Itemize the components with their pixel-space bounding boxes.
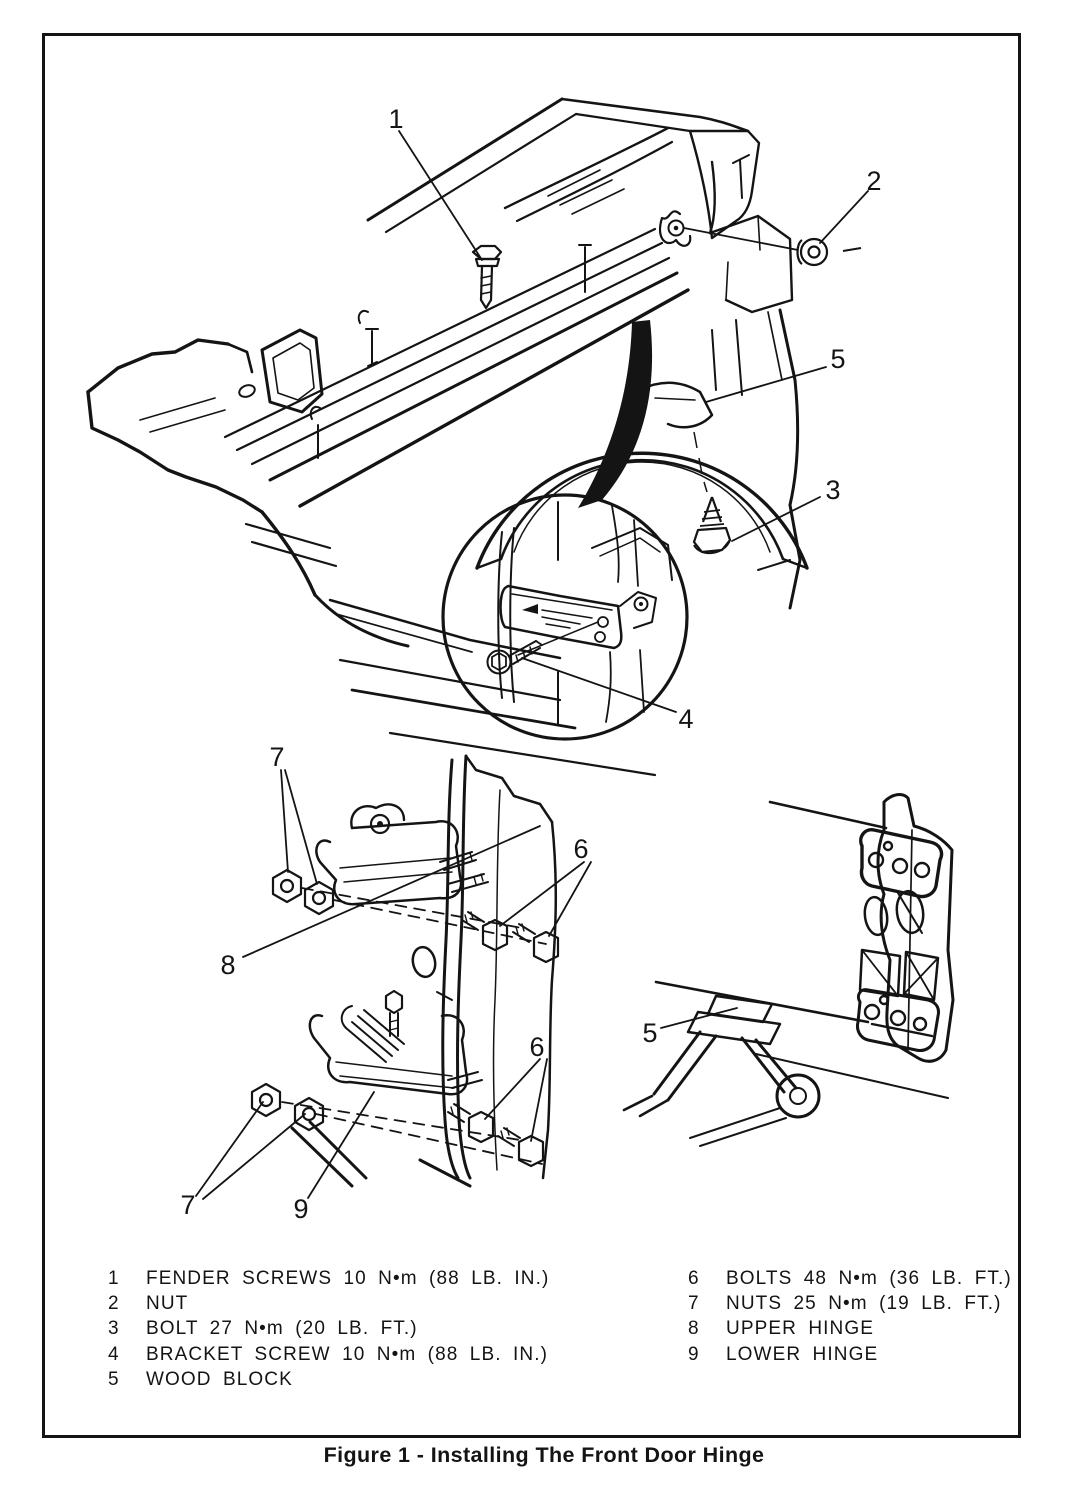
leader-2: [684, 191, 868, 250]
hinge-assembly: [252, 756, 558, 1186]
callout-5-bottom: 5: [642, 1018, 658, 1048]
legend-item-3: [108, 1316, 549, 1341]
callout-4: 4: [678, 704, 694, 734]
legend-text: FENDER SCREWS 10 N•m (88 LB. IN.): [146, 1268, 550, 1289]
legend-num: 7: [688, 1293, 700, 1315]
fender-assembly: [88, 99, 807, 775]
leader-1: [399, 131, 482, 260]
legend-item-9: [688, 1342, 1012, 1367]
callout-6-upper: 6: [573, 834, 589, 864]
figure-caption: Figure 1 - Installing The Front Door Hinge: [323, 1443, 765, 1467]
lower-hinge: [310, 991, 482, 1094]
legend-item-5: [108, 1367, 549, 1392]
legend-text: UPPER HINGE: [726, 1318, 875, 1340]
leader-4: [522, 658, 676, 712]
callout-9: 9: [293, 1194, 309, 1224]
callout-1: 1: [388, 104, 404, 134]
legend-num: 9: [688, 1343, 700, 1365]
legend-left-column: [108, 1266, 549, 1392]
leader-7-lower: [196, 1102, 305, 1199]
leader-3: [732, 497, 820, 541]
legend-num: 8: [688, 1318, 700, 1340]
legend-item-1: [108, 1266, 549, 1291]
legend-item-8: [688, 1316, 1012, 1341]
legend-text: BOLT 27 N•m (20 LB. FT.): [146, 1318, 418, 1340]
legend-num: 4: [108, 1343, 120, 1365]
leader-7-upper: [281, 770, 317, 884]
legend-item-6: [688, 1266, 1012, 1291]
callout-7-lower: 7: [180, 1190, 196, 1220]
legend-num: 3: [108, 1318, 120, 1340]
legend-item-2: [108, 1291, 549, 1316]
callout-5-top: 5: [830, 344, 846, 374]
legend-text: NUT: [146, 1293, 189, 1315]
legend-text: BRACKET SCREW 10 N•m (88 LB. IN.): [146, 1343, 549, 1365]
legend-right-column: [688, 1266, 1012, 1367]
legend-num: 6: [688, 1268, 700, 1289]
callout-6-lower: 6: [529, 1032, 545, 1062]
leader-9: [308, 1092, 374, 1198]
callout-labels: [180, 104, 881, 1224]
pillar-support: [624, 795, 953, 1146]
callout-2: 2: [866, 166, 882, 196]
legend-text: WOOD BLOCK: [146, 1368, 293, 1390]
detail-pointer-wedge: [578, 320, 652, 508]
nut-2: [798, 239, 862, 265]
leader-6-upper: [500, 862, 591, 936]
legend-item-4: [108, 1342, 549, 1367]
legend-num: 5: [108, 1368, 120, 1390]
legend-text: NUTS 25 N•m (19 LB. FT.): [726, 1293, 1002, 1315]
callout-7-upper: 7: [269, 742, 285, 772]
callout-8: 8: [220, 950, 236, 980]
legend-num: 1: [108, 1268, 120, 1289]
callout-3: 3: [825, 475, 841, 505]
legend-item-7: [688, 1291, 1012, 1316]
legend-num: 2: [108, 1293, 120, 1315]
legend-text: LOWER HINGE: [726, 1343, 879, 1365]
leader-5-top: [706, 367, 826, 402]
legend-text: BOLTS 48 N•m (36 LB. FT.): [726, 1268, 1012, 1289]
bolt-3: [694, 432, 730, 553]
fender-screw-bolt: [473, 246, 501, 308]
